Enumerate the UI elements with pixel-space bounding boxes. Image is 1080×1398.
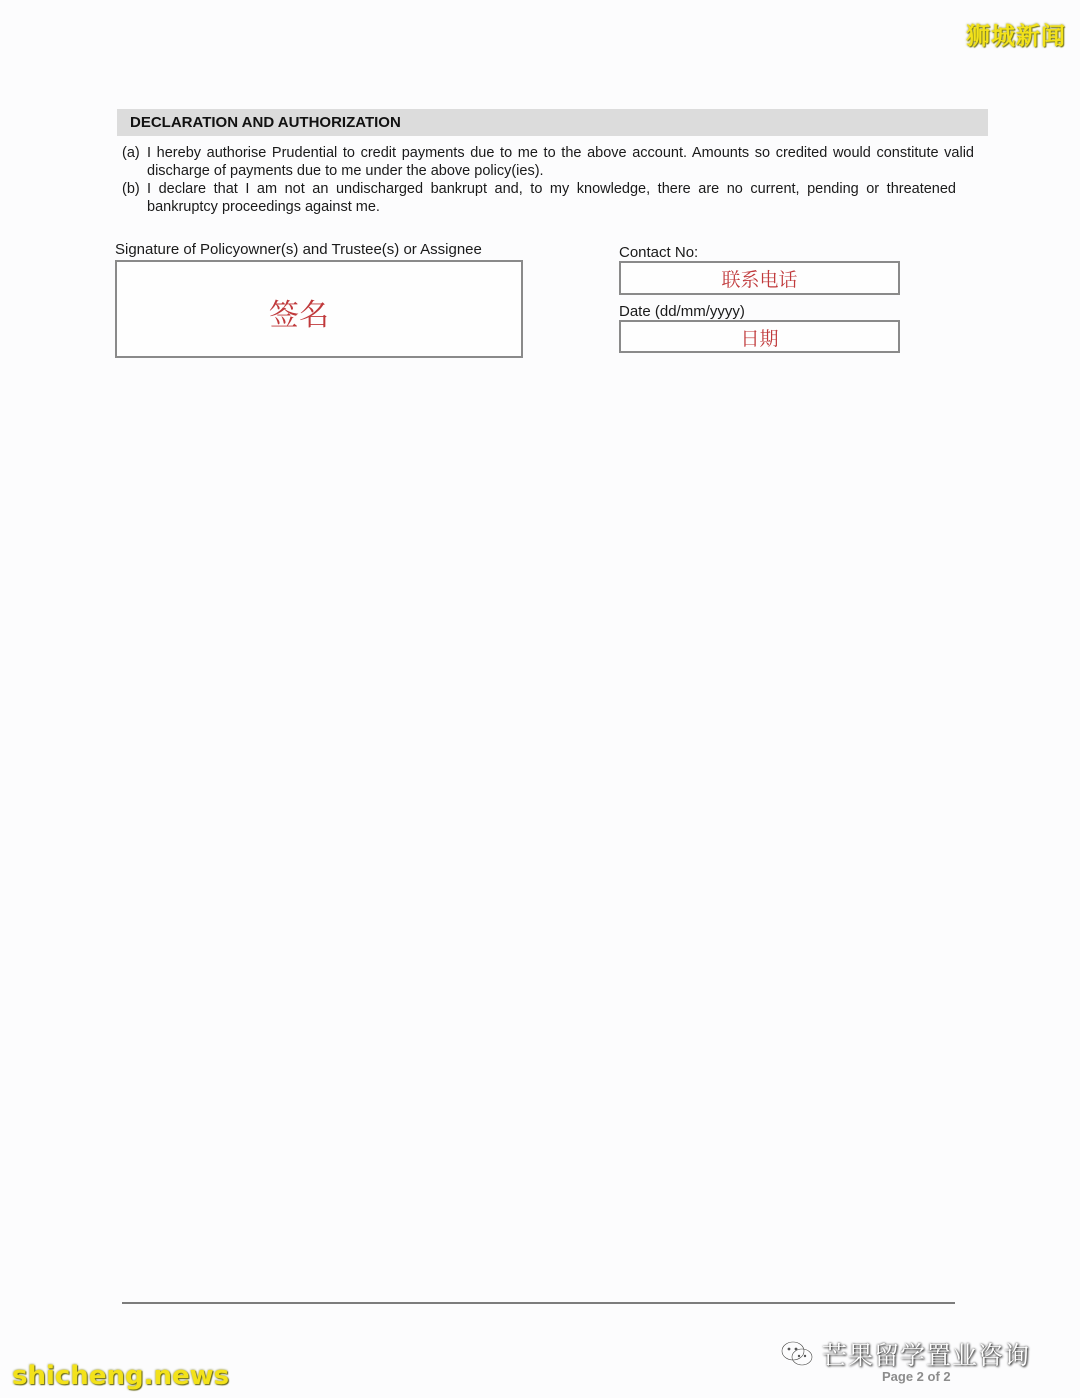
date-field[interactable] (619, 320, 900, 353)
contact-annotation: 联系电话 (721, 269, 798, 291)
clause-text: I declare that I am not an undischarged bankrupt and, to my knowledge, there are no current, pending or threatened bankruptcy proceedings against me. (147, 181, 956, 215)
signature-field[interactable] (115, 260, 523, 358)
wechat-icon (780, 1340, 814, 1368)
date-annotation: 日期 (740, 328, 779, 350)
page-number: Page 2 of 2 (882, 1369, 951, 1384)
watermark-top-right: 狮城新闻 (966, 22, 1066, 50)
watermark-bottom-left: shicheng.news (12, 1361, 230, 1391)
contact-field[interactable] (619, 261, 900, 295)
declaration-clause-b (122, 180, 956, 216)
contact-label: Contact No: (619, 244, 699, 261)
clause-text: I hereby authorise Prudential to credit payments due to me to the above account. Amounts so credited would constitute valid discharge of payments due to me under the above policy(ies). (147, 145, 974, 179)
wechat-watermark (780, 1336, 1030, 1372)
signature-annotation: 签名 (269, 298, 329, 333)
signature-label: Signature of Policyowner(s) and Trustee(s) or Assignee (115, 241, 482, 258)
clause-marker: (b) (122, 181, 140, 197)
footer-divider (122, 1302, 955, 1304)
wechat-account-name: 芒果留学置业咨询 (822, 1341, 1031, 1370)
declaration-heading: DECLARATION AND AUTHORIZATION (117, 109, 988, 136)
date-label: Date (dd/mm/yyyy) (619, 303, 745, 320)
clause-marker: (a) (122, 145, 140, 161)
declaration-clause-a (122, 144, 974, 180)
